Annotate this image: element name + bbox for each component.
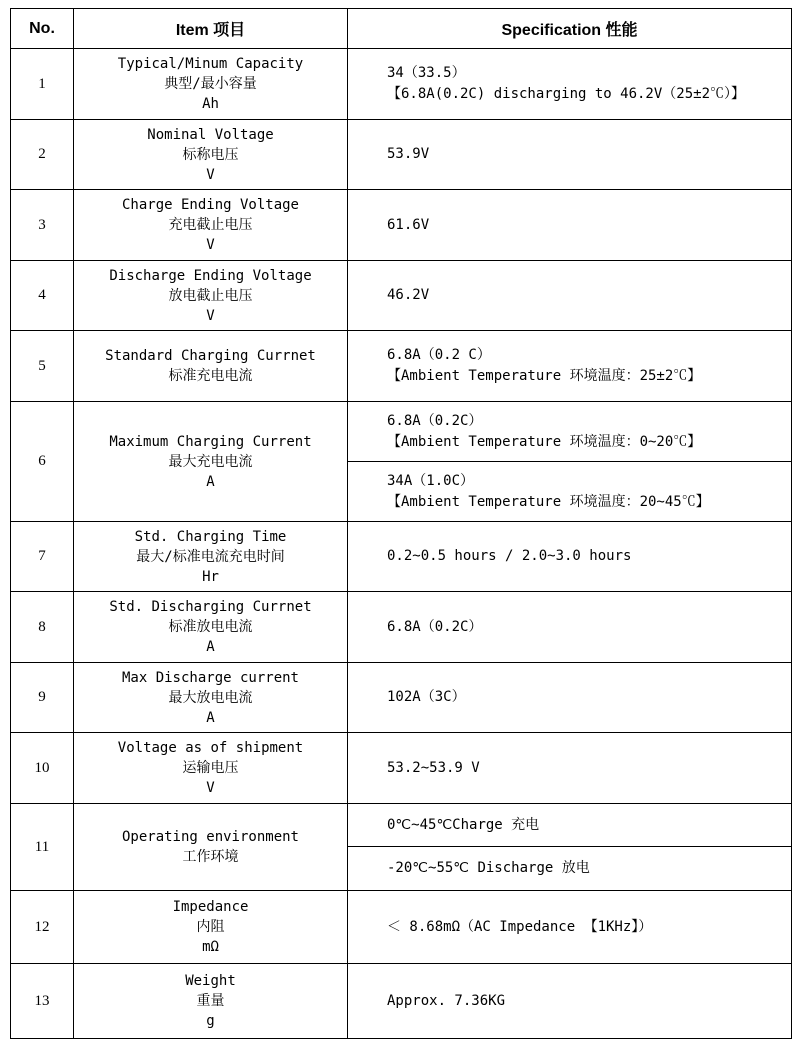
spec-line: 102A（3C） xyxy=(387,689,466,705)
item-english: Max Discharge current xyxy=(121,669,299,686)
spec-cell xyxy=(348,261,792,331)
spec-cell xyxy=(348,663,792,733)
item-chinese: 工作环境 xyxy=(182,849,239,865)
item-english: Voltage as of shipment xyxy=(117,740,304,756)
spec-cell xyxy=(348,462,792,522)
row-number: 11 xyxy=(11,804,74,891)
item-unit: V xyxy=(206,307,215,324)
table-row xyxy=(11,663,792,733)
row-number: 1 xyxy=(11,49,74,120)
item-english: Impedance xyxy=(172,899,249,915)
table-row xyxy=(11,964,792,1039)
spec-line: 6.8A（0.2C） xyxy=(387,412,483,429)
spec-cell xyxy=(348,592,792,663)
item-unit: V xyxy=(206,166,215,183)
item-english: Std. Discharging Currnet xyxy=(109,599,312,615)
table-row xyxy=(11,733,792,804)
item-english: Operating environment xyxy=(121,829,299,845)
spec-cell xyxy=(348,49,792,120)
spec-cell xyxy=(348,190,792,261)
item-unit: mΩ xyxy=(202,939,219,955)
item-cell xyxy=(74,261,348,331)
item-chinese: 放电截止电压 xyxy=(168,287,253,304)
item-chinese: 标准充电电流 xyxy=(168,368,253,384)
item-chinese: 最大充电电流 xyxy=(168,453,253,470)
item-chinese: 典型/最小容量 xyxy=(164,76,257,92)
header-item: Item 项目 xyxy=(74,9,348,49)
spec-line: 【Ambient Temperature 环境温度：0~20℃】 xyxy=(387,433,702,450)
item-chinese: 运输电压 xyxy=(182,760,239,776)
spec-line: 6.8A（0.2C） xyxy=(387,618,483,635)
spec-line: -20℃~55℃ Discharge 放电 xyxy=(387,860,590,876)
row-number: 9 xyxy=(11,663,74,733)
spec-cell xyxy=(348,120,792,190)
header-spec: Specification 性能 xyxy=(348,9,792,49)
item-cell xyxy=(74,49,348,120)
header-row xyxy=(11,9,792,49)
table-row xyxy=(11,49,792,120)
row-number: 13 xyxy=(11,964,74,1039)
item-chinese: 标称电压 xyxy=(182,146,239,163)
row-number: 12 xyxy=(11,891,74,964)
item-unit: A xyxy=(206,639,215,655)
item-cell xyxy=(74,120,348,190)
item-chinese: 充电截止电压 xyxy=(168,217,253,233)
item-unit: A xyxy=(206,709,215,726)
item-cell xyxy=(74,331,348,402)
specification-table xyxy=(10,8,792,1039)
row-number: 4 xyxy=(11,261,74,331)
item-cell xyxy=(74,663,348,733)
table-row xyxy=(11,522,792,592)
item-chinese: 标准放电电流 xyxy=(168,619,253,635)
spec-line: 34（33.5） xyxy=(387,65,466,81)
item-english: Discharge Ending Voltage xyxy=(109,267,312,284)
row-number: 6 xyxy=(11,402,74,522)
item-chinese: 重量 xyxy=(196,993,225,1009)
item-unit: V xyxy=(206,780,215,796)
table-row xyxy=(11,592,792,663)
spec-line: 0.2~0.5 hours / 2.0~3.0 hours xyxy=(387,548,632,564)
row-number: 8 xyxy=(11,592,74,663)
spec-line: 6.8A（0.2 C） xyxy=(387,347,491,363)
item-unit: V xyxy=(206,237,215,253)
item-cell xyxy=(74,402,348,522)
table-row xyxy=(11,120,792,190)
row-number: 10 xyxy=(11,733,74,804)
table-row xyxy=(11,261,792,331)
header-no: No. xyxy=(11,9,74,49)
row-number: 7 xyxy=(11,522,74,592)
item-unit: A xyxy=(206,473,215,490)
spec-line: 【Ambient Temperature 环境温度：20~45℃】 xyxy=(387,493,710,510)
item-english: Std. Charging Time xyxy=(134,528,287,545)
item-cell xyxy=(74,964,348,1039)
item-unit: Ah xyxy=(202,96,219,112)
spec-line: 【6.8A(0.2C) discharging to 46.2V（25±2℃）】 xyxy=(387,86,746,102)
item-english: Charge Ending Voltage xyxy=(121,197,299,213)
table-row xyxy=(11,331,792,402)
spec-cell xyxy=(348,964,792,1039)
spec-cell xyxy=(348,891,792,964)
item-english: Nominal Voltage xyxy=(147,126,274,143)
spec-cell xyxy=(348,733,792,804)
spec-line: 61.6V xyxy=(387,216,430,233)
spec-cell xyxy=(348,402,792,462)
row-number: 3 xyxy=(11,190,74,261)
item-chinese: 内阻 xyxy=(196,919,225,935)
spec-cell xyxy=(348,331,792,402)
item-unit: g xyxy=(206,1013,215,1029)
item-english: Standard Charging Currnet xyxy=(105,348,316,364)
spec-cell xyxy=(348,804,792,847)
table-row xyxy=(11,402,792,462)
item-cell xyxy=(74,522,348,592)
spec-cell xyxy=(348,847,792,891)
spec-line: 53.9V xyxy=(387,146,430,162)
spec-cell xyxy=(348,522,792,592)
item-english: Maximum Charging Current xyxy=(109,433,312,450)
item-unit: Hr xyxy=(202,568,219,585)
table-row xyxy=(11,804,792,847)
item-cell xyxy=(74,804,348,891)
table-row xyxy=(11,190,792,261)
item-cell xyxy=(74,190,348,261)
item-english: Typical/Minum Capacity xyxy=(117,56,304,72)
spec-line: 34A（1.0C） xyxy=(387,472,475,489)
item-cell xyxy=(74,592,348,663)
row-number: 2 xyxy=(11,120,74,190)
item-chinese: 最大放电电流 xyxy=(168,689,253,706)
spec-line: 【Ambient Temperature 环境温度：25±2℃】 xyxy=(387,368,702,384)
item-cell xyxy=(74,891,348,964)
table-row xyxy=(11,891,792,964)
spec-line: 53.2~53.9 V xyxy=(387,759,480,776)
item-cell xyxy=(74,733,348,804)
spec-line: ＜ 8.68mΩ（AC Impedance 【1KHz】） xyxy=(387,918,653,935)
spec-line: 46.2V xyxy=(387,287,430,303)
spec-line: Approx. 7.36KG xyxy=(387,992,506,1009)
item-chinese: 最大/标准电流充电时间 xyxy=(136,548,285,565)
row-number: 5 xyxy=(11,331,74,402)
spec-line: 0℃~45℃Charge 充电 xyxy=(387,816,540,833)
item-english: Weight xyxy=(185,973,236,989)
